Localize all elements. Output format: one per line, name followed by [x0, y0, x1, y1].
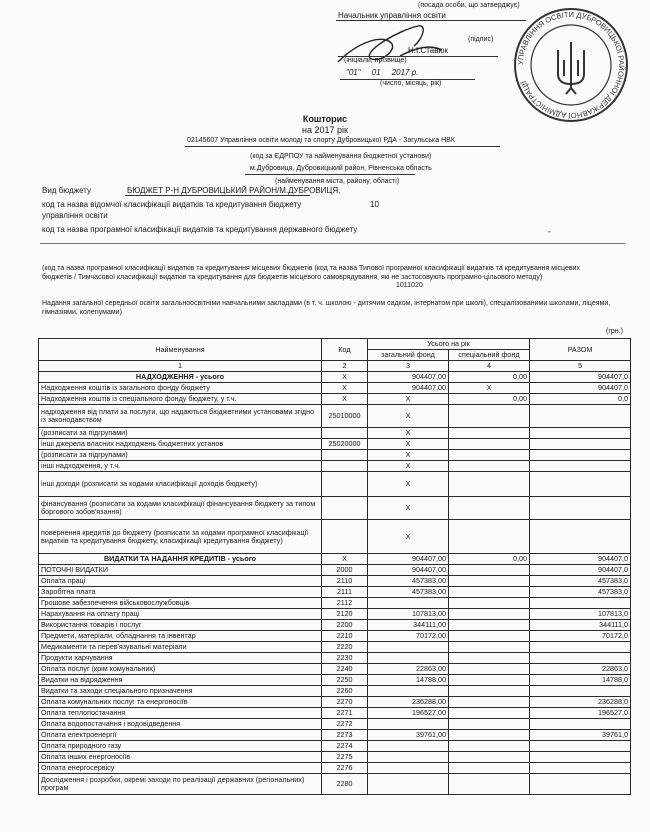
- row-general: [368, 598, 449, 609]
- approval-name: Н.І.Ставюк: [408, 46, 448, 55]
- row-special: [449, 774, 530, 795]
- institution-name: 02145607 Управління освіти молоді та спорту Дубровицької РДА - Загульська НВК: [187, 137, 455, 144]
- row-code: 2200: [322, 620, 368, 631]
- row-name: Видатки та заходи спеціального призначення: [39, 686, 322, 697]
- table-row: [39, 587, 631, 598]
- header-code: Код: [322, 339, 368, 361]
- table-row: [39, 497, 631, 520]
- row-general: 236288,00: [368, 697, 449, 708]
- row-total: 344111,0: [530, 620, 631, 631]
- row-total: 904407,0: [530, 383, 631, 394]
- row-total: [530, 520, 631, 554]
- row-name: Використання товарів і послуг: [39, 620, 322, 631]
- row-code: X: [322, 372, 368, 383]
- table-row: [39, 405, 631, 428]
- table-row: [39, 774, 631, 795]
- table-row: [39, 642, 631, 653]
- approval-date-hint: (число, місяць, рік): [380, 80, 442, 87]
- vidomchoi-name: управління освіти: [42, 211, 108, 220]
- state-program-label: код та назва програмної класифікації видатків та кредитування державного бюджету: [42, 225, 358, 234]
- row-code: 2210: [322, 631, 368, 642]
- table-row: [39, 576, 631, 587]
- row-total: [530, 741, 631, 752]
- row-special: [449, 587, 530, 598]
- stamp-text: УПРАВЛІННЯ ОСВІТИ ДУБРОВИЦЬКОЇ РАЙОННОЇ ДЕРЖАВНОЇ АДМІНІСТРАЦІЇ: [515, 9, 627, 121]
- row-total: 39761,0: [530, 730, 631, 741]
- row-general: X: [368, 394, 449, 405]
- row-name: ПОТОЧНІ ВИДАТКИ: [39, 565, 322, 576]
- table-row: [39, 520, 631, 554]
- row-total: [530, 428, 631, 439]
- row-name: Оплата електроенергії: [39, 730, 322, 741]
- header-index-4: 4: [449, 361, 530, 372]
- official-stamp: [510, 4, 632, 126]
- row-special: [449, 439, 530, 450]
- table-row: [39, 752, 631, 763]
- row-name: НАДХОДЖЕННЯ - усього: [39, 372, 322, 383]
- row-code: X: [322, 383, 368, 394]
- table-row: [39, 653, 631, 664]
- table-row: [39, 565, 631, 576]
- row-special: [449, 450, 530, 461]
- row-general: 14788,00: [368, 675, 449, 686]
- row-special: [449, 609, 530, 620]
- table-row: [39, 372, 631, 383]
- row-special: [449, 428, 530, 439]
- row-special: [449, 730, 530, 741]
- row-special: [449, 708, 530, 719]
- header-index-5: 5: [530, 361, 631, 372]
- vidomchoi-label: код та назва відомчої класифікації видатків та кредитування бюджету: [42, 200, 302, 209]
- row-total: 904407,0: [530, 372, 631, 383]
- row-general: X: [368, 439, 449, 450]
- row-total: [530, 774, 631, 795]
- row-code: 2250: [322, 675, 368, 686]
- row-name: Грошове забезпечення військовослужбовців: [39, 598, 322, 609]
- row-name: інші надходження, у т.ч.: [39, 461, 322, 472]
- row-code: 2111: [322, 587, 368, 598]
- row-general: 39761,00: [368, 730, 449, 741]
- row-name: Оплата водопостачання і водовідведення: [39, 719, 322, 730]
- row-name: Оплата теплопостачання: [39, 708, 322, 719]
- row-name: Оплата природного газу: [39, 741, 322, 752]
- row-name: повернення кредитів до бюджету (розписати за кодами програмної класифікації видатків та кредитування бюджету, класифікації кредитування бюджету): [39, 520, 322, 554]
- row-special: [449, 520, 530, 554]
- row-special: [449, 686, 530, 697]
- row-general: X: [368, 472, 449, 497]
- row-name: Предмети, матеріали, обладнання та інвентар: [39, 631, 322, 642]
- row-name: Видатки на відрядження: [39, 675, 322, 686]
- row-code: 2273: [322, 730, 368, 741]
- approval-name-hint: (ініціали, прізвище): [344, 57, 407, 64]
- row-total: 70172,0: [530, 631, 631, 642]
- header-index-2: 2: [322, 361, 368, 372]
- row-general: X: [368, 450, 449, 461]
- row-code: [322, 428, 368, 439]
- row-code: 2000: [322, 565, 368, 576]
- row-code: 2272: [322, 719, 368, 730]
- row-general: X: [368, 497, 449, 520]
- header-index-1: 1: [39, 361, 322, 372]
- row-name: Оплата інших енергоносіїв: [39, 752, 322, 763]
- header-index-3: 3: [368, 361, 449, 372]
- table-row: [39, 598, 631, 609]
- table-row: [39, 472, 631, 497]
- approval-role: Начальник управління освіти: [338, 11, 446, 20]
- row-code: 2260: [322, 686, 368, 697]
- row-general: 70172,00: [368, 631, 449, 642]
- row-total: [530, 752, 631, 763]
- row-code: 25010000: [322, 405, 368, 428]
- row-total: [530, 461, 631, 472]
- table-row: [39, 394, 631, 405]
- row-special: 0,00: [449, 372, 530, 383]
- row-special: [449, 472, 530, 497]
- row-name: Надходження коштів із спеціального фонду бюджету, у т.ч.: [39, 394, 322, 405]
- row-special: [449, 763, 530, 774]
- approval-signature-hint: (підпис): [468, 36, 494, 43]
- row-general: 904407,00: [368, 383, 449, 394]
- row-special: [449, 719, 530, 730]
- row-code: 2280: [322, 774, 368, 795]
- row-code: [322, 450, 368, 461]
- row-name: Медикаменти та перев'язувальні матеріали: [39, 642, 322, 653]
- row-special: [449, 576, 530, 587]
- table-row: [39, 719, 631, 730]
- row-total: [530, 450, 631, 461]
- row-total: [530, 497, 631, 520]
- table-row: [39, 697, 631, 708]
- row-general: X: [368, 461, 449, 472]
- row-general: 22863,00: [368, 664, 449, 675]
- row-name: інші джерела власних надходжень бюджетних установ: [39, 439, 322, 450]
- table-row: [39, 439, 631, 450]
- row-code: 2274: [322, 741, 368, 752]
- table-row: [39, 664, 631, 675]
- purpose-text: Надання загальної середньої освіти загальноосвітніми навчальними закладами (в т. ч. школою - дитячим садком, інтернатом при школі), спеціалізованими школами, ліцеями, гімназіями, колегіумами): [42, 300, 611, 316]
- row-special: [449, 405, 530, 428]
- row-special: X: [449, 383, 530, 394]
- row-general: X: [368, 405, 449, 428]
- row-name: (розписати за підгрупами): [39, 428, 322, 439]
- row-name: надходження від плати за послуги, що надаються бюджетними установами згідно із законодавством: [39, 405, 322, 428]
- row-general: [368, 774, 449, 795]
- row-total: 904407,0: [530, 554, 631, 565]
- row-code: 2220: [322, 642, 368, 653]
- row-code: 2271: [322, 708, 368, 719]
- row-total: 14788,0: [530, 675, 631, 686]
- row-name: Заробітна плата: [39, 587, 322, 598]
- table-row: [39, 631, 631, 642]
- row-general: [368, 752, 449, 763]
- table-row: [39, 383, 631, 394]
- row-special: [449, 653, 530, 664]
- row-code: 2240: [322, 664, 368, 675]
- row-general: 457383,00: [368, 576, 449, 587]
- row-special: [449, 497, 530, 520]
- row-general: X: [368, 520, 449, 554]
- row-code: [322, 461, 368, 472]
- row-code: 2112: [322, 598, 368, 609]
- row-total: 457383,0: [530, 587, 631, 598]
- row-name: (розписати за підгрупами): [39, 450, 322, 461]
- table-row: [39, 461, 631, 472]
- row-total: 457383,0: [530, 576, 631, 587]
- row-general: 107813,00: [368, 609, 449, 620]
- row-code: [322, 520, 368, 554]
- row-name: ВИДАТКИ ТА НАДАННЯ КРЕДИТІВ - усього: [39, 554, 322, 565]
- row-total: 22863,0: [530, 664, 631, 675]
- row-total: 236288,0: [530, 697, 631, 708]
- approval-role-hint: (посада особи, що затверджує): [418, 2, 520, 9]
- row-special: 0,00: [449, 554, 530, 565]
- row-general: [368, 741, 449, 752]
- table-row: [39, 708, 631, 719]
- row-name: Оплата енергосервісу: [39, 763, 322, 774]
- estimate-table: [38, 338, 631, 795]
- header-special-fund: спеціальний фонд: [449, 350, 530, 361]
- approval-date: "01" 01 2017 р.: [346, 68, 419, 77]
- row-total: [530, 642, 631, 653]
- row-special: [449, 461, 530, 472]
- row-total: [530, 763, 631, 774]
- row-general: 904407,00: [368, 554, 449, 565]
- table-row: [39, 620, 631, 631]
- vidomchoi-code: 10: [370, 200, 379, 209]
- row-general: [368, 653, 449, 664]
- state-program-value: -: [548, 227, 551, 236]
- row-special: [449, 642, 530, 653]
- currency-unit: (грн.): [606, 328, 623, 335]
- row-general: X: [368, 428, 449, 439]
- row-total: [530, 686, 631, 697]
- row-total: [530, 598, 631, 609]
- row-general: [368, 763, 449, 774]
- row-total: [530, 472, 631, 497]
- doc-subtitle: на 2017 рік: [302, 125, 348, 135]
- row-general: 904407,00: [368, 372, 449, 383]
- header-general-fund: загальний фонд: [368, 350, 449, 361]
- row-code: [322, 472, 368, 497]
- row-name: Нарахування на оплату праці: [39, 609, 322, 620]
- institution-location: м.Дубровиця, Дубровицький район, Рівненська область: [250, 165, 432, 172]
- row-code: 2230: [322, 653, 368, 664]
- row-total: 196527,0: [530, 708, 631, 719]
- table-row: [39, 609, 631, 620]
- row-total: [530, 439, 631, 450]
- row-total: [530, 405, 631, 428]
- row-special: 0,00: [449, 394, 530, 405]
- local-program-text: (код та назва програмної класифікації видатків та кредитування місцевих бюджетів (код та назва Типової програмної класифікації видатків та кредитування місцевих бюджетів / Тимчасової класифікації видатків та кредитування для бюджетів місцевого самоврядування, які не застосовують програмно-цільового методу): [42, 265, 581, 281]
- table-row: [39, 763, 631, 774]
- table-row: [39, 741, 631, 752]
- institution-hint: (код за ЄДРПОУ та найменування бюджетної установи): [250, 153, 432, 160]
- row-name: Надходження коштів із загального фонду бюджету: [39, 383, 322, 394]
- table-row: [39, 450, 631, 461]
- header-name: Найменування: [39, 339, 322, 361]
- table-row: [39, 554, 631, 565]
- budget-type-label: Вид бюджету: [42, 186, 92, 195]
- row-general: 344111,00: [368, 620, 449, 631]
- row-special: [449, 741, 530, 752]
- row-total: [530, 653, 631, 664]
- location-hint: (найменування міста, району, області): [275, 178, 400, 185]
- row-name: Оплата послуг (крім комунальних): [39, 664, 322, 675]
- row-general: [368, 642, 449, 653]
- row-special: [449, 565, 530, 576]
- row-general: 196527,00: [368, 708, 449, 719]
- row-code: 2110: [322, 576, 368, 587]
- row-general: [368, 719, 449, 730]
- doc-title: Кошторис: [302, 114, 348, 124]
- row-code: 2120: [322, 609, 368, 620]
- row-special: [449, 620, 530, 631]
- row-general: 457383,00: [368, 587, 449, 598]
- row-special: [449, 752, 530, 763]
- row-code: X: [322, 554, 368, 565]
- row-general: [368, 686, 449, 697]
- row-name: Дослідження і розробки, окремі заходи по реалізації державних (регіональних) програм: [39, 774, 322, 795]
- table-row: [39, 675, 631, 686]
- row-total: 0,0: [530, 394, 631, 405]
- row-total: 107813,0: [530, 609, 631, 620]
- row-code: 2275: [322, 752, 368, 763]
- row-special: [449, 631, 530, 642]
- table-row: [39, 428, 631, 439]
- row-special: [449, 675, 530, 686]
- row-name: Продукти харчування: [39, 653, 322, 664]
- row-code: 2276: [322, 763, 368, 774]
- row-name: фінансування (розписати за кодами класифікації фінансування бюджету за типом боргового зобов'язання): [39, 497, 322, 520]
- table-row: [39, 730, 631, 741]
- row-special: [449, 598, 530, 609]
- local-program-code: 1011020: [396, 282, 423, 289]
- row-special: [449, 697, 530, 708]
- row-total: 904407,0: [530, 565, 631, 576]
- table-row: [39, 686, 631, 697]
- row-total: [530, 719, 631, 730]
- row-general: 904407,00: [368, 565, 449, 576]
- row-name: Оплата комунальних послуг та енергоносіїв: [39, 697, 322, 708]
- header-year-total: Усього на рік: [368, 339, 530, 350]
- row-special: [449, 664, 530, 675]
- row-name: Оплата праці: [39, 576, 322, 587]
- budget-type-value: БЮДЖЕТ Р-Н ДУБРОВИЦЬКИЙ РАЙОН/М.ДУБРОВИЦЯ,: [127, 186, 341, 195]
- header-total: РАЗОМ: [530, 339, 631, 361]
- row-name: інші доходи (розписати за кодами класифікації доходів бюджету): [39, 472, 322, 497]
- row-code: 2270: [322, 697, 368, 708]
- row-code: [322, 497, 368, 520]
- row-code: 25020000: [322, 439, 368, 450]
- row-code: X: [322, 394, 368, 405]
